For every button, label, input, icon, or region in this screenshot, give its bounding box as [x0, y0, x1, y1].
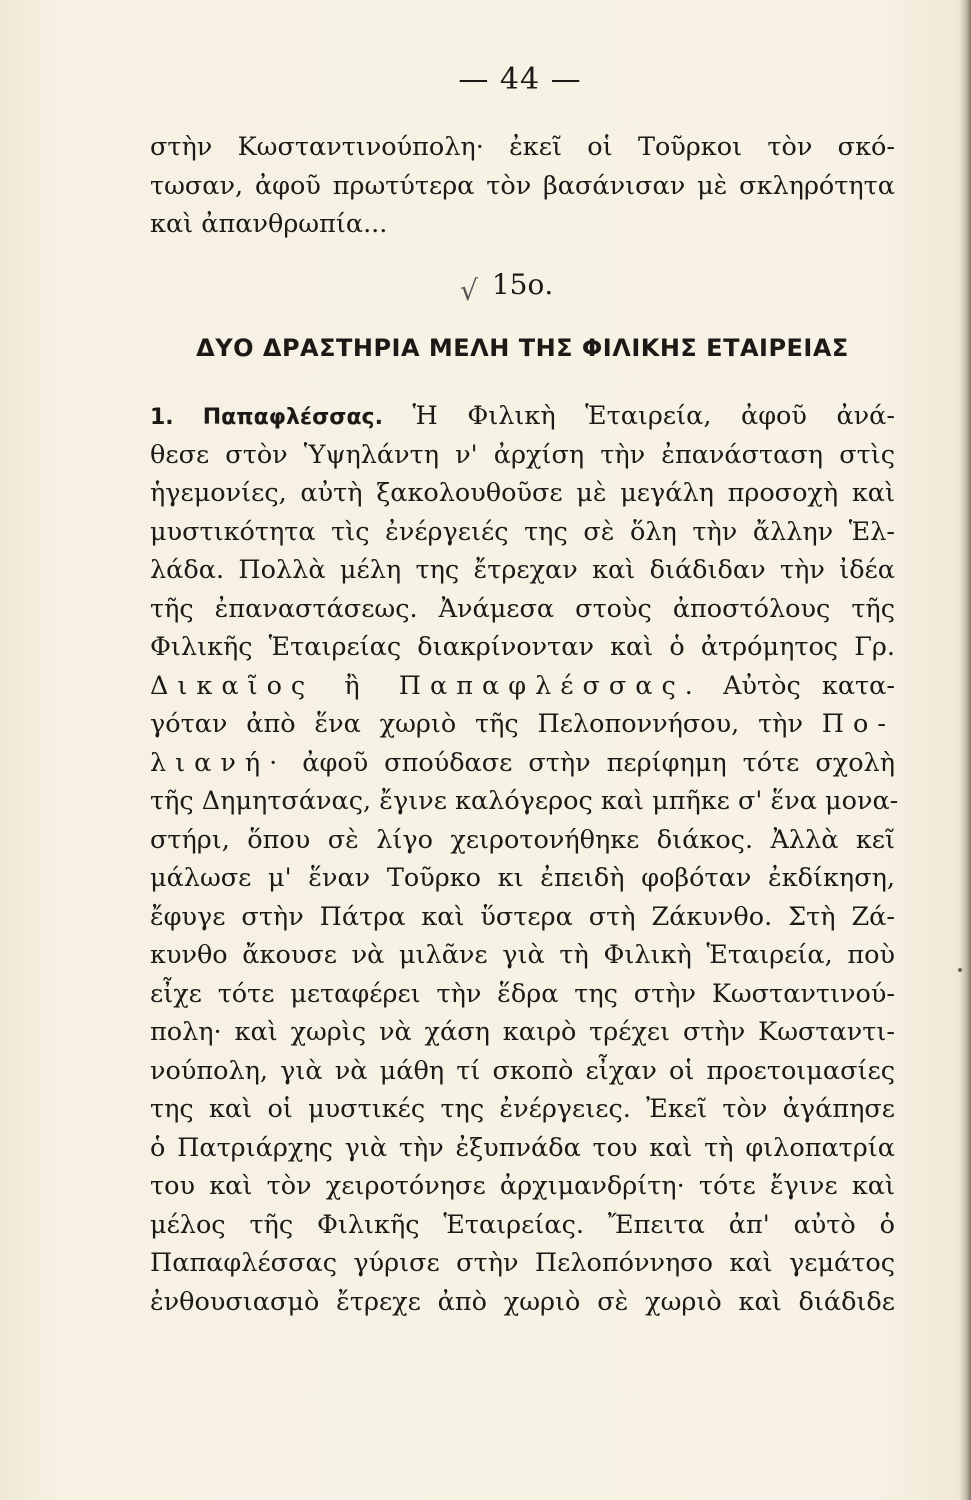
text-line: ἔφυγε στὴν Πάτρα καὶ ὕστερα στὴ Ζάκυνθο. Στὴ Ζά-	[150, 901, 895, 932]
text-fragment: Αὐτὸς κατα-	[723, 670, 896, 701]
text-line	[150, 705, 895, 744]
spaced-village: λιανή·	[150, 747, 287, 778]
text-line: τωσαν, ἀφοῦ πρωτύτερα τὸν βασάνισαν μὲ σκληρότητα	[150, 170, 895, 201]
check-mark-icon: √	[460, 274, 478, 307]
text-line: εἶχε τότε μεταφέρει τὴν ἕδρα της στὴν Κωσταντινού-	[150, 978, 895, 1009]
spaced-village: Πο-	[821, 709, 895, 739]
text-line: τῆς ἐπαναστάσεως. Ἀνάμεσα στοὺς ἀποστόλους τῆς	[150, 593, 895, 624]
text-line: κυνθο ἄκουσε νὰ μιλᾶνε γιὰ τὴ Φιλικὴ Ἑταιρεία, ποὺ	[150, 940, 895, 970]
text-line	[150, 667, 895, 706]
page-number: — 44 —	[458, 62, 582, 97]
text-line: στήρι, ὅπου σὲ λίγο χειροτονήθηκε διάκος. Ἀλλὰ κεῖ	[150, 824, 895, 855]
text-line: πολη· καὶ χωρὶς νὰ χάση καιρὸ τρέχει στὴν Κωσταντι-	[150, 1017, 895, 1047]
text-fragment: Ἡ Φιλικὴ Ἑταιρεία, ἀφοῦ ἀνά-	[412, 401, 896, 431]
text-line: Παπαφλέσσας γύρισε στὴν Πελοπόννησο καὶ γεμάτος	[150, 1248, 895, 1278]
section-heading: ΔΥΟ ΔΡΑΣΤΗΡΙΑ ΜΕΛΗ ΤΗΣ ΦΙΛΙΚΗΣ ΕΤΑΙΡΕΙΑΣ	[196, 334, 849, 362]
text-line: της καὶ οἱ μυστικές της ἐνέργειες. Ἐκεῖ τὸν ἀγάπησε	[150, 1094, 895, 1124]
paper-speck	[958, 968, 962, 972]
text-line	[150, 397, 895, 436]
text-line	[150, 744, 895, 783]
text-line: νούπολη, γιὰ νὰ μάθη τί σκοπὸ εἶχαν οἱ προετοιμασίες	[150, 1055, 895, 1086]
intro-paragraph	[150, 128, 895, 244]
text-line: τῆς Δημητσάνας, ἔγινε καλόγερος καὶ μπῆκε σ' ἕνα μονα-	[150, 786, 899, 816]
text-fragment: ἀφοῦ σπούδασε στὴν περίφημη τότε σχολὴ	[302, 747, 895, 778]
section-number	[460, 268, 554, 307]
main-paragraph	[150, 397, 899, 1321]
text-line: μέλος τῆς Φιλικῆς Ἑταιρείας. Ἔπειτα ἀπ' αὐτὸ ὁ	[150, 1209, 895, 1240]
page-edge-shadow	[959, 0, 971, 1500]
text-line: καὶ ἀπανθρωπία...	[150, 209, 388, 239]
text-line: στὴν Κωσταντινούπολη· ἐκεῖ οἱ Τοῦρκοι τὸν σκό-	[150, 132, 895, 162]
text-line: μυστικότητα τὶς ἐνέργειές της σὲ ὅλη τὴν ἄλλην Ἑλ-	[150, 516, 895, 547]
section-number-label: 15ο.	[491, 268, 554, 301]
item-label: 1. Παπαφλέσσας.	[150, 405, 383, 430]
text-fragment: γόταν ἀπὸ ἕνα χωριὸ τῆς Πελοποννήσου, τὴν	[150, 709, 803, 739]
text-line: Φιλικῆς Ἑταιρείας διακρίνονταν καὶ ὁ ἀτρόμητος Γρ.	[150, 632, 895, 662]
text-line: του καὶ τὸν χειροτόνησε ἀρχιμανδρίτη· τότε ἔγινε καὶ	[150, 1171, 895, 1201]
text-line: θεσε στὸν Ὑψηλάντη ν' ἀρχίση τὴν ἐπανάσταση στὶς	[150, 439, 895, 470]
text-line: ἡγεμονίες, αὐτὴ ξακολουθοῦσε μὲ μεγάλη προσοχὴ καὶ	[150, 478, 895, 508]
text-line: μάλωσε μ' ἕναν Τοῦρκο κι ἐπειδὴ φοβόταν ἐκδίκηση,	[150, 863, 895, 893]
spaced-name: Δικαῖος ἢ Παπαφλέσσας.	[150, 670, 702, 701]
text-line: λάδα. Πολλὰ μέλη της ἔτρεχαν καὶ διάδιδαν τὴν ἰδέα	[150, 555, 895, 585]
text-line: ὁ Πατριάρχης γιὰ τὴν ἐξυπνάδα του καὶ τὴ φιλοπατρία	[150, 1132, 895, 1163]
text-line: ἐνθουσιασμὸ ἔτρεχε ἀπὸ χωριὸ σὲ χωριὸ καὶ διάδιδε	[150, 1286, 895, 1317]
